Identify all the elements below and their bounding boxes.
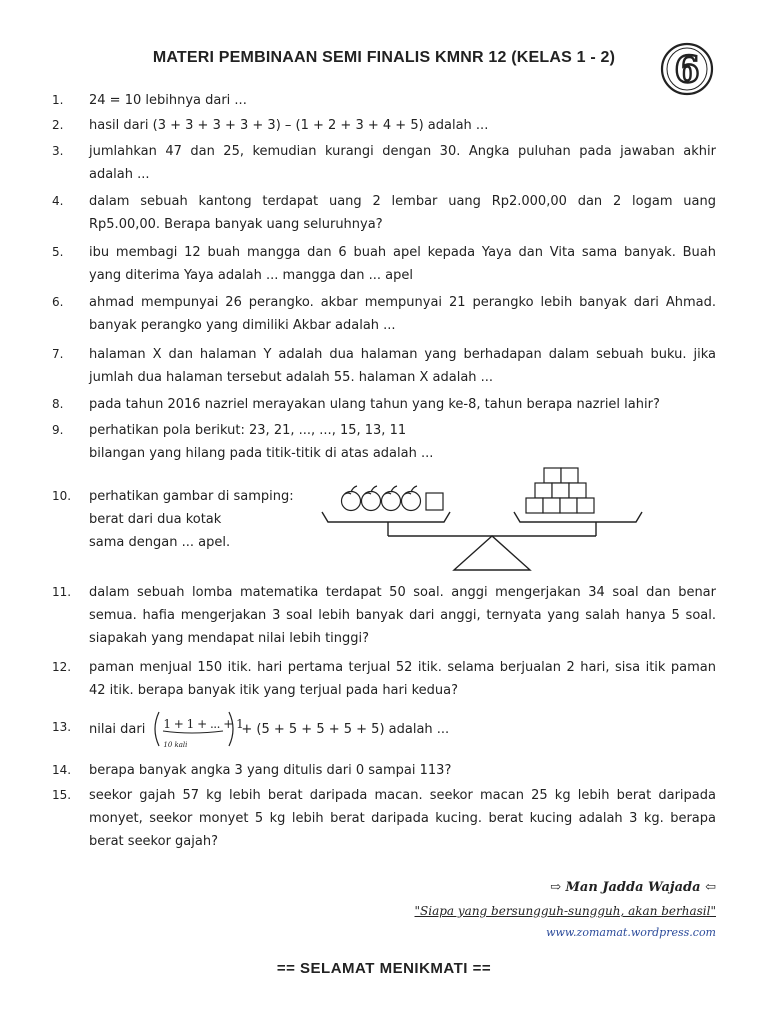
motto: ⇨ Man Jadda Wajada ⇦: [550, 880, 716, 895]
question-text: jumlah dua halaman tersebut adalah 55. halaman X adalah ...: [89, 370, 494, 385]
question-text: bilangan yang hilang pada titik-titik di atas adalah ...: [89, 446, 434, 461]
question-text: halaman X dan halaman Y adalah dua halaman yang berhadapan dalam sebuah buku. jika: [89, 347, 716, 362]
question-number: 11.: [52, 585, 72, 599]
question-text: berat dari dua kotak: [89, 512, 222, 527]
closing-text: == SELAMAT MENIKMATI ==: [276, 960, 492, 977]
question-number: 7.: [52, 347, 64, 361]
sum-expression: [151, 711, 244, 749]
question-text: yang diterima Yaya adalah ... mangga dan ... apel: [89, 268, 413, 283]
question-12: [52, 656, 716, 702]
question-number: 6.: [52, 295, 64, 309]
box-icon: [552, 483, 569, 498]
question-text: nilai dari: [89, 721, 146, 737]
box-icon: [577, 498, 594, 513]
question-5: [52, 241, 716, 287]
box-icon: [560, 498, 577, 513]
badge-number: 6: [674, 49, 700, 91]
apple-icon: [382, 486, 401, 511]
apple-icon: [342, 486, 361, 511]
question-8: [52, 393, 716, 416]
question-text: perhatikan gambar di samping:: [89, 489, 294, 504]
box-icon: [543, 498, 560, 513]
question-number: 1.: [52, 93, 64, 107]
question-number: 9.: [52, 423, 64, 437]
question-text: paman menjual 150 itik. hari pertama terjual 52 itik. selama berjualan 2 hari, sisa itik paman: [89, 660, 716, 675]
sum-top: 1 + 1 + ... + 1: [163, 717, 244, 731]
number-badge: [660, 42, 714, 96]
box-icon: [569, 483, 586, 498]
question-3: [52, 140, 716, 186]
question-text: monyet, seekor monyet 5 kg lebih berat daripada kucing. berat kucing adalah 3 kg. berapa: [89, 811, 716, 826]
box-icon: [544, 468, 561, 483]
question-number: 4.: [52, 194, 64, 208]
question-4: [52, 190, 716, 236]
question-text: ibu membagi 12 buah mangga dan 6 buah apel kepada Yaya dan Vita sama banyak. Buah: [89, 245, 716, 260]
balance-scale-figure: [318, 464, 738, 576]
question-7: [52, 343, 716, 389]
question-text: hasil dari (3 + 3 + 3 + 3 + 3) – (1 + 2 + 3 + 4 + 5) adalah ...: [89, 118, 489, 133]
question-text: berat seekor gajah?: [89, 834, 218, 849]
question-text: 42 itik. berapa banyak itik yang terjual pada hari kedua?: [89, 683, 459, 698]
question-number: 12.: [52, 660, 72, 674]
question-text: banyak perangko yang dimiliki Akbar adalah ...: [89, 318, 396, 333]
question-text: berapa banyak angka 3 yang ditulis dari 0 sampai 113?: [89, 763, 452, 778]
box-icon: [526, 498, 543, 513]
question-number: 14.: [52, 763, 72, 777]
question-text: pada tahun 2016 nazriel merayakan ulang tahun yang ke-8, tahun berapa nazriel lahir?: [89, 397, 660, 412]
question-text: siapakah yang mendapat nilai lebih tinggi?: [89, 631, 370, 646]
sum-bottom: 10 kali: [163, 741, 188, 749]
question-6: [52, 291, 716, 337]
question-text: sama dengan ... apel.: [89, 535, 231, 550]
apple-icon: [362, 486, 381, 511]
question-number: 5.: [52, 245, 64, 259]
question-number: 15.: [52, 788, 72, 802]
question-text: jumlahkan 47 dan 25, kemudian kurangi dengan 30. Angka puluhan pada jawaban akhir: [89, 144, 716, 159]
question-text: dalam sebuah lomba matematika terdapat 50 soal. anggi mengerjakan 34 soal dan benar: [89, 585, 716, 600]
question-text: adalah ...: [89, 167, 150, 182]
question-13: [52, 716, 716, 749]
question-10: [52, 485, 312, 554]
question-text: semua. hafia mengerjakan 3 soal lebih banyak dari anggi, ternyata yang salah hanya 5 soal.: [89, 608, 716, 623]
scale-fulcrum: [454, 536, 530, 570]
apple-icon: [402, 486, 421, 511]
question-1: [52, 89, 716, 112]
question-text: dalam sebuah kantong terdapat uang 2 lembar uang Rp2.000,00 dan 2 logam uang: [89, 194, 716, 209]
question-2: [52, 114, 716, 137]
question-number: 3.: [52, 144, 64, 158]
question-number: 2.: [52, 118, 64, 132]
question-number: 13.: [52, 720, 72, 734]
page-title: MATERI PEMBINAAN SEMI FINALIS KMNR 12 (KELAS 1 - 2): [152, 49, 616, 66]
question-14: [52, 759, 716, 782]
website-url[interactable]: www.zomamat.wordpress.com: [546, 926, 716, 939]
question-11: [52, 581, 716, 650]
question-text: 24 = 10 lebihnya dari ...: [89, 93, 247, 108]
question-9: [52, 419, 716, 465]
left-pan: [322, 512, 450, 522]
question-text: perhatikan pola berikut: 23, 21, ..., ..., 15, 13, 11: [89, 423, 407, 438]
box-icon: [561, 468, 578, 483]
question-text: seekor gajah 57 kg lebih berat daripada macan. seekor macan 25 kg lebih berat daripada: [89, 788, 716, 803]
question-number: 10.: [52, 489, 72, 503]
box-icon: [426, 493, 443, 510]
question-15: [52, 784, 716, 853]
question-text: + (5 + 5 + 5 + 5 + 5) adalah ...: [241, 721, 450, 737]
box-icon: [535, 483, 552, 498]
question-text: ahmad mempunyai 26 perangko. akbar mempunyai 21 perangko lebih banyak dari Ahmad.: [89, 295, 716, 310]
question-number: 8.: [52, 397, 64, 411]
question-text: Rp5.00,00. Berapa banyak uang seluruhnya?: [89, 217, 383, 232]
motto-quote: "Siapa yang bersungguh-sungguh, akan berhasil": [414, 904, 716, 918]
